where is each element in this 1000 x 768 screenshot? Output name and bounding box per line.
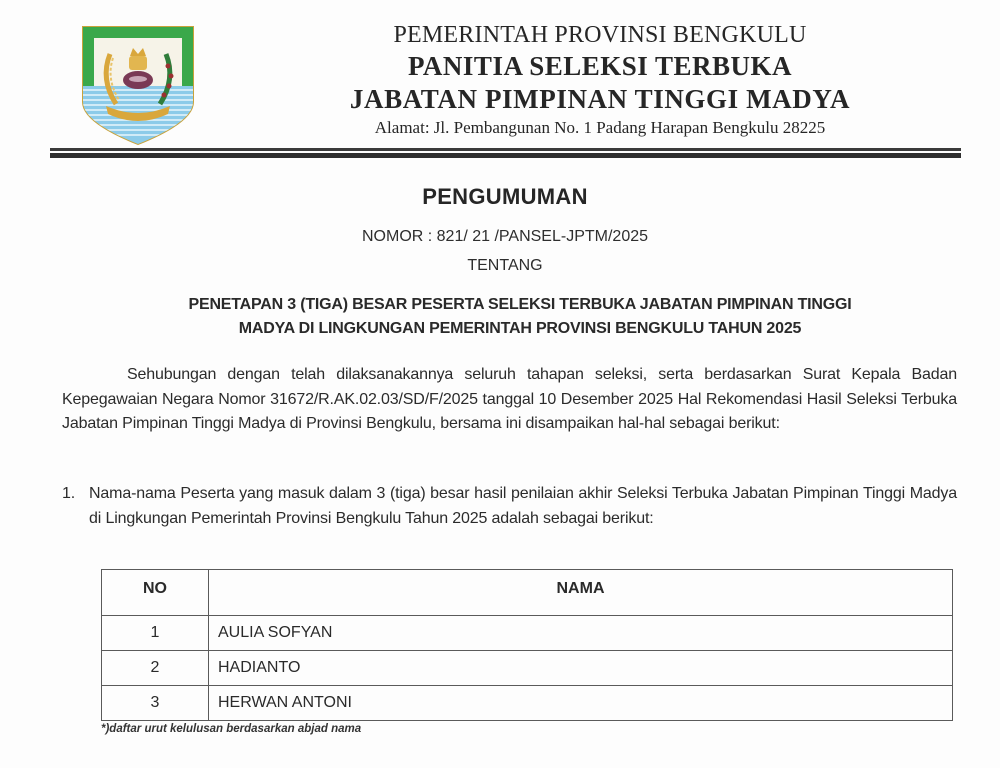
list-item-text: Nama-nama Peserta yang masuk dalam 3 (tiga) besar hasil penilaian akhir Seleksi Terbuka Jabatan Pimpinan Tinggi Madya di Lingkungan Pemerintah Provinsi Bengkulu Tahun 2025 adalah sebagai berikut: (89, 485, 957, 527)
row-number: 2 (102, 651, 209, 686)
letterhead-position: JABATAN PIMPINAN TINGGI MADYA (349, 84, 851, 114)
row-name: HADIANTO (209, 651, 953, 686)
announcement-subject-line2: MADYA DI LINGKUNGAN PEMERINTAH PROVINSI BENGKULU TAHUN 2025 (238, 320, 802, 337)
row-name: HERWAN ANTONI (209, 686, 953, 721)
row-name: AULIA SOFYAN (209, 616, 953, 651)
table-footnote: *)daftar urut kelulusan berdasarkan abjad nama (101, 723, 362, 735)
announcement-number: NOMOR : 821/ 21 /PANSEL-JPTM/2025 (361, 228, 649, 245)
column-header-no: NO (102, 570, 209, 616)
table-row (102, 651, 953, 686)
announcement-about: TENTANG (467, 257, 543, 274)
letterhead-divider-thin (50, 148, 961, 151)
letterhead-divider-thick (50, 153, 961, 158)
row-number: 3 (102, 686, 209, 721)
announcement-subject (70, 293, 970, 341)
letterhead-committee: PANITIA SELEKSI TERBUKA (407, 51, 793, 81)
column-header-nama: NAMA (209, 570, 953, 616)
table-header-row (102, 570, 953, 616)
list-item (62, 481, 957, 531)
letterhead-address: Alamat: Jl. Pembangunan No. 1 Padang Harapan Bengkulu 28225 (374, 118, 826, 137)
participants-table (101, 569, 953, 721)
intro-paragraph (62, 363, 957, 437)
intro-text: Sehubungan dengan telah dilaksanakannya seluruh tahapan seleksi, serta berdasarkan Surat Kepala Badan Kepegawaian Negara Nomor 31672/R.AK.02.03/SD/F/2025 tanggal 10 Desember 2025 Hal Rekomendasi Hasil Seleksi Terbuka Jabatan Pimpinan Tinggi Madya di Provinsi Bengkulu, bersama ini disampaikan hal-hal sebagai berikut: (62, 366, 957, 432)
letterhead (290, 20, 910, 140)
table-row (102, 686, 953, 721)
row-number: 1 (102, 616, 209, 651)
announcement-subject-line1: PENETAPAN 3 (TIGA) BESAR PESERTA SELEKSI TERBUKA JABATAN PIMPINAN TINGGI (188, 296, 852, 313)
province-emblem-icon (80, 24, 196, 146)
table-row (102, 616, 953, 651)
list-item-number: 1. (62, 485, 76, 502)
announcement-title: PENGUMUMAN (422, 184, 588, 209)
letterhead-government: PEMERINTAH PROVINSI BENGKULU (393, 22, 807, 48)
